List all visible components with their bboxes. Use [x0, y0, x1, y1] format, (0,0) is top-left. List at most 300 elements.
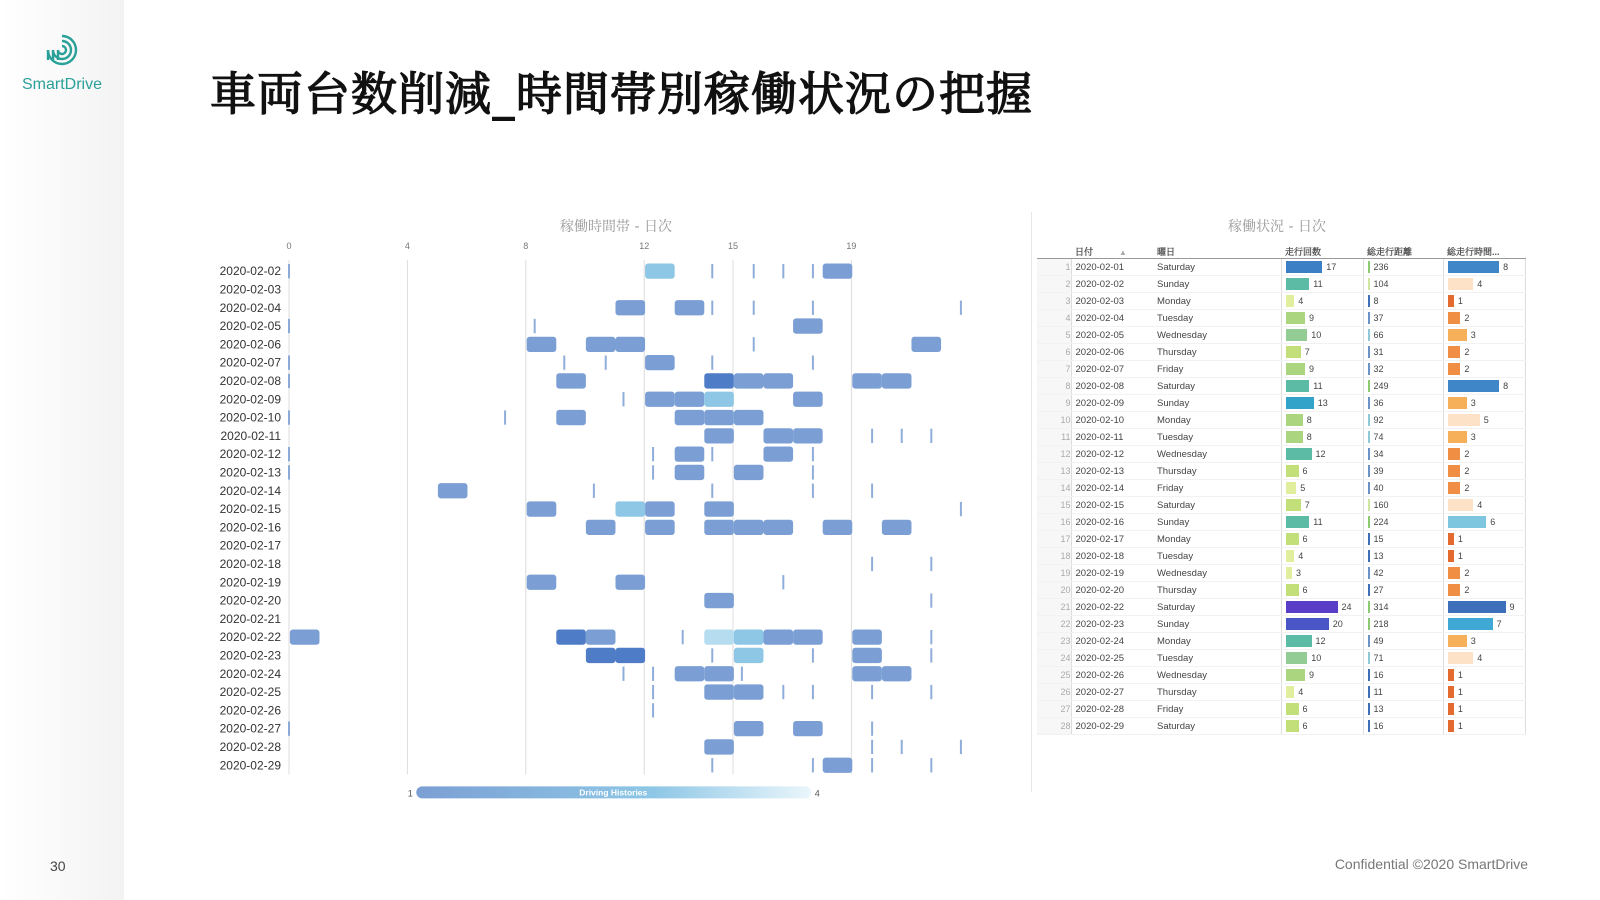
cell-total-time	[1443, 412, 1525, 429]
cell-date: 2020-02-06	[1071, 344, 1153, 361]
drive-count-bar	[1286, 346, 1301, 358]
cell-total-time	[1443, 310, 1525, 327]
drive-count-bar	[1286, 686, 1295, 698]
row-index: 1	[1037, 259, 1071, 276]
activity-tick	[288, 722, 290, 736]
cell-total-distance	[1363, 616, 1443, 633]
heat-cell	[645, 355, 675, 370]
table-row[interactable]	[1037, 633, 1525, 650]
heat-cell	[734, 465, 764, 480]
cell-weekday: Tuesday	[1153, 548, 1281, 565]
drive-count-value: 10	[1311, 653, 1322, 663]
drive-count-bar	[1286, 482, 1297, 494]
time-bar	[1448, 703, 1454, 715]
smartdrive-swirl-icon	[36, 30, 88, 70]
y-tick-label: 2020-02-02	[219, 264, 281, 279]
heat-cell	[556, 373, 586, 388]
table-row[interactable]	[1037, 327, 1525, 344]
footer-confidential: Confidential ©2020 SmartDrive	[1334, 856, 1528, 872]
legend-max-label: 4	[814, 788, 820, 799]
distance-bar	[1368, 720, 1370, 732]
cell-drive-count	[1281, 480, 1363, 497]
cell-weekday: Saturday	[1153, 718, 1281, 735]
heat-cell	[704, 739, 734, 754]
drive-count-value: 6	[1302, 466, 1308, 476]
heat-cell	[675, 300, 705, 315]
table-row[interactable]	[1037, 514, 1525, 531]
time-value: 4	[1477, 500, 1483, 510]
row-index: 2	[1037, 276, 1071, 293]
cell-total-distance	[1363, 276, 1443, 293]
heat-cell	[704, 373, 734, 388]
activity-tick	[812, 648, 814, 662]
time-bar	[1448, 686, 1454, 698]
y-tick-label: 2020-02-27	[219, 721, 281, 736]
activity-tick	[605, 356, 607, 370]
cell-total-time	[1443, 718, 1525, 735]
cell-drive-count	[1281, 344, 1363, 361]
time-bar	[1448, 720, 1454, 732]
cell-date: 2020-02-02	[1071, 276, 1153, 293]
activity-tick	[960, 502, 962, 516]
drive-count-bar	[1286, 516, 1310, 528]
heat-cell	[882, 373, 912, 388]
cell-weekday: Wednesday	[1153, 667, 1281, 684]
distance-value: 13	[1373, 551, 1384, 561]
time-bar	[1448, 295, 1454, 307]
cell-total-distance	[1363, 718, 1443, 735]
y-tick-label: 2020-02-26	[219, 703, 281, 718]
cell-total-distance	[1363, 497, 1443, 514]
cell-total-time	[1443, 531, 1525, 548]
activity-tick	[930, 593, 932, 607]
drive-count-value: 9	[1309, 313, 1315, 323]
activity-tick	[652, 703, 654, 717]
row-index: 21	[1037, 599, 1071, 616]
heat-cell	[793, 428, 823, 443]
drive-count-bar	[1286, 703, 1299, 715]
cell-date: 2020-02-27	[1071, 684, 1153, 701]
distance-bar	[1368, 601, 1370, 613]
sort-asc-icon[interactable]: ▲	[1119, 247, 1127, 257]
cell-weekday: Saturday	[1153, 378, 1281, 395]
drive-count-bar	[1286, 465, 1299, 477]
activity-tick	[288, 356, 290, 370]
table-row[interactable]	[1037, 667, 1525, 684]
cell-date: 2020-02-19	[1071, 565, 1153, 582]
table-row[interactable]	[1037, 650, 1525, 667]
cell-total-time	[1443, 480, 1525, 497]
cell-date: 2020-02-11	[1071, 429, 1153, 446]
time-value: 2	[1464, 313, 1470, 323]
cell-drive-count	[1281, 701, 1363, 718]
distance-value: 92	[1373, 415, 1384, 425]
x-tick-label: 0	[286, 241, 292, 251]
table-row[interactable]	[1037, 276, 1525, 293]
table-header-row	[1037, 244, 1525, 259]
cell-total-time	[1443, 395, 1525, 412]
time-value: 3	[1470, 330, 1476, 340]
table-row[interactable]	[1037, 684, 1525, 701]
cell-total-distance	[1363, 463, 1443, 480]
header-total-time[interactable]: 総走行時間...	[1443, 244, 1525, 259]
activity-tick	[812, 758, 814, 772]
time-value: 3	[1470, 398, 1476, 408]
cell-total-distance	[1363, 701, 1443, 718]
time-value: 3	[1470, 432, 1476, 442]
drive-count-bar	[1286, 669, 1306, 681]
drive-count-value: 4	[1298, 551, 1304, 561]
distance-bar	[1368, 312, 1370, 324]
drive-count-bar	[1286, 380, 1310, 392]
cell-total-distance	[1363, 667, 1443, 684]
cell-total-time	[1443, 463, 1525, 480]
distance-bar	[1368, 363, 1370, 375]
heat-cell	[882, 666, 912, 681]
heat-cell	[734, 520, 764, 535]
cell-weekday: Saturday	[1153, 259, 1281, 276]
cell-drive-count	[1281, 395, 1363, 412]
cell-drive-count	[1281, 667, 1363, 684]
cell-total-time	[1443, 684, 1525, 701]
cell-drive-count	[1281, 684, 1363, 701]
table-row[interactable]	[1037, 599, 1525, 616]
distance-bar	[1368, 686, 1370, 698]
distance-bar	[1368, 533, 1370, 545]
heat-cell	[793, 318, 823, 333]
distance-bar	[1368, 295, 1370, 307]
cell-drive-count	[1281, 497, 1363, 514]
time-bar	[1448, 635, 1467, 647]
heat-cell	[527, 575, 557, 590]
y-tick-label: 2020-02-14	[219, 483, 281, 498]
activity-tick	[534, 319, 536, 333]
heat-cell	[704, 684, 734, 699]
activity-tick	[782, 264, 784, 278]
time-bar	[1448, 414, 1480, 426]
cell-drive-count	[1281, 327, 1363, 344]
y-tick-label: 2020-02-08	[219, 373, 281, 388]
distance-bar	[1368, 261, 1370, 273]
table-row[interactable]	[1037, 412, 1525, 429]
time-value: 2	[1464, 347, 1470, 357]
y-tick-label: 2020-02-25	[219, 685, 281, 700]
heat-cell	[645, 264, 675, 279]
activity-tick	[711, 484, 713, 498]
activity-tick	[782, 685, 784, 699]
time-value: 1	[1457, 296, 1463, 306]
heat-cell	[586, 630, 616, 645]
logo-text: SmartDrive	[21, 76, 102, 93]
distance-bar	[1368, 703, 1370, 715]
y-tick-label: 2020-02-12	[219, 447, 281, 462]
table-row[interactable]	[1037, 718, 1525, 735]
drive-count-bar	[1286, 499, 1301, 511]
activity-tick	[753, 337, 755, 351]
heat-cell	[290, 630, 320, 645]
cell-date: 2020-02-14	[1071, 480, 1153, 497]
row-index: 9	[1037, 395, 1071, 412]
y-tick-label: 2020-02-06	[219, 337, 281, 352]
time-bar	[1448, 329, 1467, 341]
page-title: 車両台数削減_時間帯別稼働状況の把握	[210, 67, 1033, 121]
activity-tick	[960, 301, 962, 315]
heat-cell	[675, 392, 705, 407]
activity-tick	[711, 447, 713, 461]
heat-cell	[615, 575, 645, 590]
table-row[interactable]	[1037, 446, 1525, 463]
activity-tick	[782, 575, 784, 589]
distance-value: 16	[1373, 670, 1384, 680]
cell-drive-count	[1281, 514, 1363, 531]
cell-total-time	[1443, 344, 1525, 361]
drive-count-bar	[1286, 448, 1312, 460]
time-bar	[1448, 550, 1454, 562]
cell-total-time	[1443, 633, 1525, 650]
y-tick-label: 2020-02-15	[219, 502, 281, 517]
table-row[interactable]	[1037, 531, 1525, 548]
cell-weekday: Tuesday	[1153, 429, 1281, 446]
y-tick-label: 2020-02-13	[219, 465, 281, 480]
drive-count-bar	[1286, 601, 1338, 613]
table-row[interactable]	[1037, 480, 1525, 497]
heat-cell	[734, 373, 764, 388]
cell-weekday: Friday	[1153, 701, 1281, 718]
drive-count-value: 7	[1304, 500, 1310, 510]
x-tick-label: 19	[846, 241, 857, 251]
drive-count-value: 8	[1306, 432, 1312, 442]
table-row[interactable]	[1037, 361, 1525, 378]
heat-cell	[704, 501, 734, 516]
activity-tick	[871, 429, 873, 443]
drive-count-value: 7	[1304, 347, 1310, 357]
heat-cell	[586, 337, 616, 352]
activity-tick	[871, 722, 873, 736]
cell-date: 2020-02-29	[1071, 718, 1153, 735]
table-row[interactable]	[1037, 293, 1525, 310]
cell-weekday: Monday	[1153, 633, 1281, 650]
cell-date: 2020-02-01	[1071, 259, 1153, 276]
cell-drive-count	[1281, 412, 1363, 429]
drive-count-value: 4	[1298, 687, 1304, 697]
activity-tick	[504, 410, 506, 424]
y-tick-label: 2020-02-19	[219, 575, 281, 590]
heat-cell	[586, 648, 616, 663]
distance-value: 39	[1373, 466, 1384, 476]
table-row[interactable]	[1037, 259, 1525, 276]
activity-tick	[711, 301, 713, 315]
y-tick-label: 2020-02-03	[219, 282, 281, 297]
time-value: 8	[1503, 262, 1509, 272]
heat-cell	[852, 630, 882, 645]
heat-cell	[734, 630, 764, 645]
activity-tick	[812, 447, 814, 461]
row-index: 17	[1037, 531, 1071, 548]
cell-date: 2020-02-05	[1071, 327, 1153, 344]
drive-count-bar	[1286, 431, 1303, 443]
activity-tick	[711, 648, 713, 662]
cell-drive-count	[1281, 650, 1363, 667]
heat-cell	[763, 447, 793, 462]
cell-weekday: Wednesday	[1153, 565, 1281, 582]
heat-cell	[852, 373, 882, 388]
time-bar	[1448, 584, 1461, 596]
row-index: 24	[1037, 650, 1071, 667]
activity-tick	[812, 301, 814, 315]
cell-drive-count	[1281, 361, 1363, 378]
drive-count-value: 8	[1306, 415, 1312, 425]
y-tick-label: 2020-02-24	[219, 666, 281, 681]
cell-total-time	[1443, 650, 1525, 667]
cell-total-distance	[1363, 293, 1443, 310]
distance-bar	[1368, 431, 1370, 443]
heat-cell	[704, 520, 734, 535]
stats-table	[1037, 244, 1526, 735]
time-bar	[1448, 312, 1461, 324]
distance-value: 66	[1373, 330, 1384, 340]
heat-cell	[763, 630, 793, 645]
distance-bar	[1368, 414, 1370, 426]
row-index: 12	[1037, 446, 1071, 463]
drive-count-value: 10	[1311, 330, 1322, 340]
heat-cell	[438, 483, 468, 498]
time-value: 2	[1464, 483, 1470, 493]
drive-count-bar	[1286, 363, 1306, 375]
heat-cell	[675, 666, 705, 681]
distance-bar	[1368, 380, 1370, 392]
cell-total-distance	[1363, 684, 1443, 701]
heat-cell	[704, 666, 734, 681]
time-value: 7	[1496, 619, 1502, 629]
drive-count-value: 3	[1296, 568, 1302, 578]
y-tick-label: 2020-02-09	[219, 392, 281, 407]
row-index: 8	[1037, 378, 1071, 395]
header-date[interactable]	[1071, 244, 1153, 259]
time-value: 1	[1457, 534, 1463, 544]
row-index: 13	[1037, 463, 1071, 480]
activity-tick	[901, 429, 903, 443]
drive-count-value: 17	[1326, 262, 1337, 272]
cell-date: 2020-02-26	[1071, 667, 1153, 684]
time-bar	[1448, 278, 1474, 290]
cell-total-distance	[1363, 378, 1443, 395]
row-index: 16	[1037, 514, 1071, 531]
heat-cell	[615, 648, 645, 663]
activity-tick	[288, 319, 290, 333]
row-index: 7	[1037, 361, 1071, 378]
cell-total-time	[1443, 259, 1525, 276]
activity-tick	[871, 685, 873, 699]
cell-weekday: Friday	[1153, 361, 1281, 378]
cell-total-distance	[1363, 633, 1443, 650]
distance-bar	[1368, 550, 1370, 562]
cell-total-time	[1443, 667, 1525, 684]
y-tick-label: 2020-02-28	[219, 739, 281, 754]
cell-total-time	[1443, 361, 1525, 378]
time-bar	[1448, 499, 1474, 511]
cell-total-distance	[1363, 361, 1443, 378]
distance-bar	[1368, 584, 1370, 596]
drive-count-value: 24	[1341, 602, 1352, 612]
header-total-distance[interactable]: 総走行距離	[1363, 244, 1443, 259]
activity-tick	[960, 740, 962, 754]
distance-value: 27	[1373, 585, 1384, 595]
row-index: 20	[1037, 582, 1071, 599]
heat-cell	[763, 373, 793, 388]
heat-cell	[527, 501, 557, 516]
table-row[interactable]	[1037, 701, 1525, 718]
cell-total-distance	[1363, 429, 1443, 446]
y-tick-label: 2020-02-23	[219, 648, 281, 663]
table-row[interactable]	[1037, 497, 1525, 514]
cell-total-distance	[1363, 650, 1443, 667]
header-weekday[interactable]: 曜日	[1153, 244, 1281, 259]
activity-tick	[652, 667, 654, 681]
heat-cell	[675, 410, 705, 425]
distance-value: 49	[1373, 636, 1384, 646]
x-tick-label: 8	[523, 241, 529, 251]
cell-total-time	[1443, 582, 1525, 599]
cell-total-time	[1443, 497, 1525, 514]
cell-date: 2020-02-10	[1071, 412, 1153, 429]
activity-tick	[711, 758, 713, 772]
drive-count-bar	[1286, 720, 1299, 732]
time-value: 2	[1464, 449, 1470, 459]
y-tick-label: 2020-02-05	[219, 319, 281, 334]
table-row[interactable]	[1037, 616, 1525, 633]
table-row[interactable]	[1037, 463, 1525, 480]
cell-date: 2020-02-24	[1071, 633, 1153, 650]
table-row[interactable]	[1037, 310, 1525, 327]
activity-tick	[930, 685, 932, 699]
time-value: 4	[1477, 279, 1483, 289]
cell-date: 2020-02-18	[1071, 548, 1153, 565]
table-row[interactable]	[1037, 378, 1525, 395]
drive-count-value: 12	[1315, 636, 1326, 646]
cell-total-time	[1443, 599, 1525, 616]
time-value: 2	[1464, 364, 1470, 374]
heat-cell	[527, 337, 557, 352]
table-row[interactable]	[1037, 344, 1525, 361]
drive-count-value: 11	[1313, 279, 1323, 289]
activity-tick	[812, 264, 814, 278]
cell-total-distance	[1363, 446, 1443, 463]
time-bar	[1448, 669, 1454, 681]
activity-tick	[871, 740, 873, 754]
activity-tick	[288, 447, 290, 461]
table-row[interactable]	[1037, 548, 1525, 565]
y-tick-label: 2020-02-04	[219, 300, 281, 315]
time-value: 2	[1464, 568, 1470, 578]
heat-cell	[852, 648, 882, 663]
cell-drive-count	[1281, 293, 1363, 310]
heat-cell	[645, 501, 675, 516]
activity-tick	[930, 758, 932, 772]
table-row[interactable]	[1037, 582, 1525, 599]
table-row[interactable]	[1037, 395, 1525, 412]
table-row[interactable]	[1037, 565, 1525, 582]
time-value: 6	[1490, 517, 1496, 527]
cell-total-distance	[1363, 395, 1443, 412]
distance-bar	[1368, 346, 1370, 358]
cell-date: 2020-02-04	[1071, 310, 1153, 327]
table-row[interactable]	[1037, 429, 1525, 446]
header-drive-count[interactable]: 走行回数	[1281, 244, 1363, 259]
time-bar	[1448, 261, 1500, 273]
distance-bar	[1368, 516, 1370, 528]
drive-count-value: 6	[1302, 585, 1308, 595]
cell-total-distance	[1363, 327, 1443, 344]
